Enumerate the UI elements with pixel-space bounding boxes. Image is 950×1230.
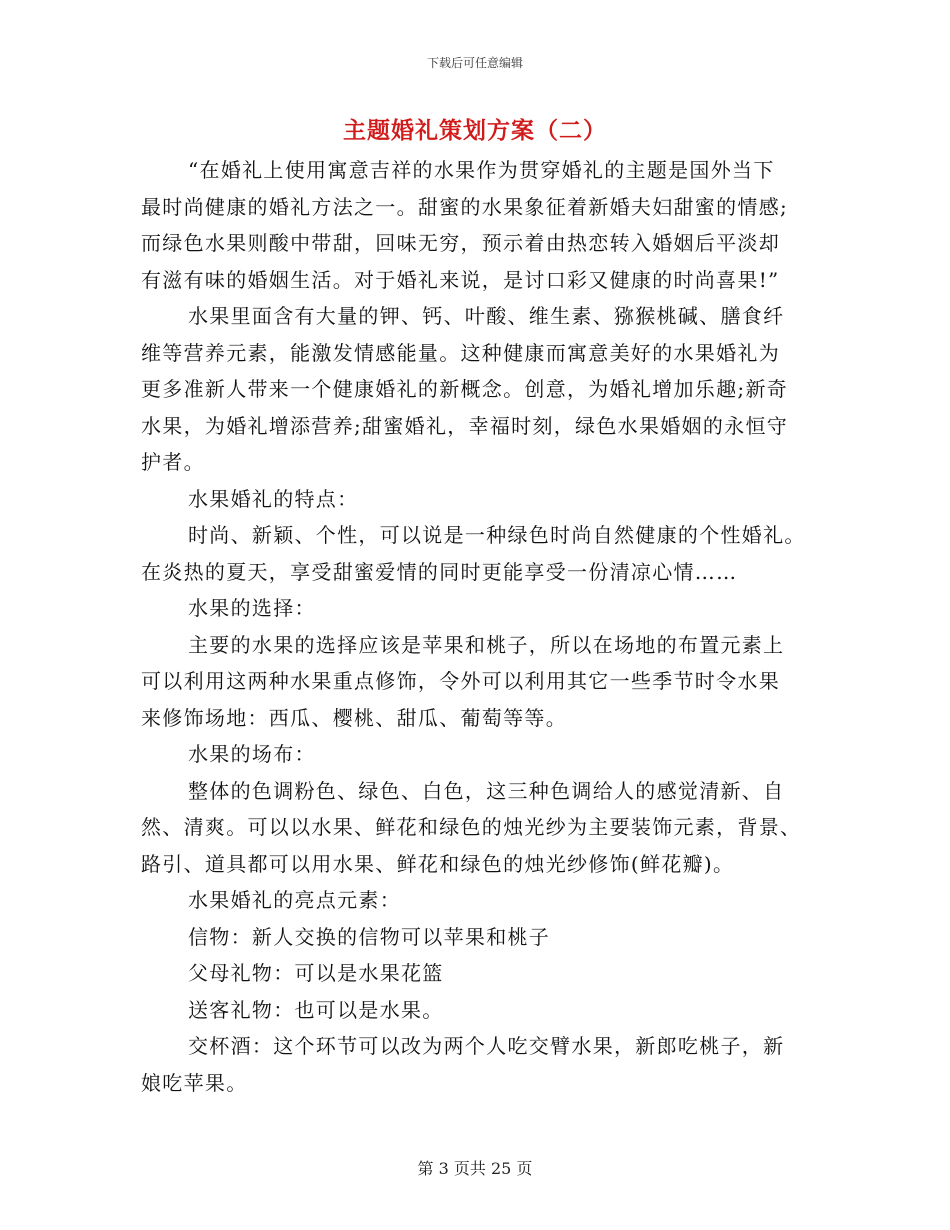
section-heading: 水果的选择： (188, 596, 316, 620)
text-line: 可以利用这两种水果重点修饰，令外可以利用其它一些季节时令水果 (141, 669, 780, 693)
text-line: 最时尚健康的婚礼方法之一。甜蜜的水果象征着新婚夫妇甜蜜的情感; (141, 194, 789, 219)
section-heading: 水果婚礼的特点： (188, 486, 359, 511)
text-line: 更多准新人带来一个健康婚礼的新概念。创意，为婚礼增加乐趣;新奇 (141, 377, 789, 401)
text-line: 然、清爽。可以以水果、鲜花和绿色的烛光纱为主要装饰元素，背景、 (141, 815, 802, 839)
document-body (141, 152, 821, 1101)
text-line: “在婚礼上使用寓意吉祥的水果作为贯穿婚礼的主题是国外当下 (188, 158, 775, 182)
text-line: 来修饰场地：西瓜、樱桃、甜瓜、葡萄等等。 (141, 705, 567, 730)
text-line: 护者。 (141, 450, 205, 474)
document-title: 主题婚礼策划方案（二） (343, 117, 607, 144)
section-heading: 水果婚礼的亮点元素： (188, 888, 401, 912)
text-line: 交杯酒：这个环节可以改为两个人吃交臂水果，新郎吃桃子，新 (188, 1034, 785, 1058)
page-header: 下载后可任意编辑 (426, 56, 523, 70)
text-line: 有滋有味的婚姻生活。对于婚礼来说，是讨口彩又健康的时尚喜果!” (141, 267, 780, 292)
text-line: 水果里面含有大量的钾、钙、叶酸、维生素、猕猴桃碱、膳食纤 (188, 304, 785, 328)
text-line: 整体的色调粉色、绿色、白色，这三种色调给人的感觉清新、自 (188, 778, 785, 803)
text-line: 父母礼物：可以是水果花篮 (188, 961, 444, 985)
text-line: 在炎热的夏天，享受甜蜜爱情的同时更能享受一份清凉心情…… (141, 559, 738, 584)
text-line: 维等营养元素，能激发情感能量。这种健康而寓意美好的水果婚礼为 (141, 340, 780, 365)
text-line: 而绿色水果则酸中带甜，回味无穷，预示着由热恋转入婚姻后平淡却 (141, 231, 780, 255)
text-line: 水果，为婚礼增添营养;甜蜜婚礼，幸福时刻，绿色水果婚姻的永恒守 (141, 413, 789, 438)
text-line: 送客礼物：也可以是水果。 (188, 997, 444, 1022)
text-line: 主要的水果的选择应该是苹果和桃子，所以在场地的布置元素上 (188, 632, 785, 657)
text-line: 娘吃苹果。 (141, 1070, 248, 1095)
text-line: 时尚、新颖、个性，可以说是一种绿色时尚自然健康的个性婚礼。 (188, 523, 806, 547)
page-number: 第 3 页共 25 页 (417, 1159, 533, 1178)
text-line: 路引、道具都可以用水果、鲜花和绿色的烛光纱修饰(鲜花瓣)。 (141, 851, 735, 876)
text-line: 信物：新人交换的信物可以苹果和桃子 (188, 924, 551, 949)
section-heading: 水果的场布： (188, 742, 316, 766)
